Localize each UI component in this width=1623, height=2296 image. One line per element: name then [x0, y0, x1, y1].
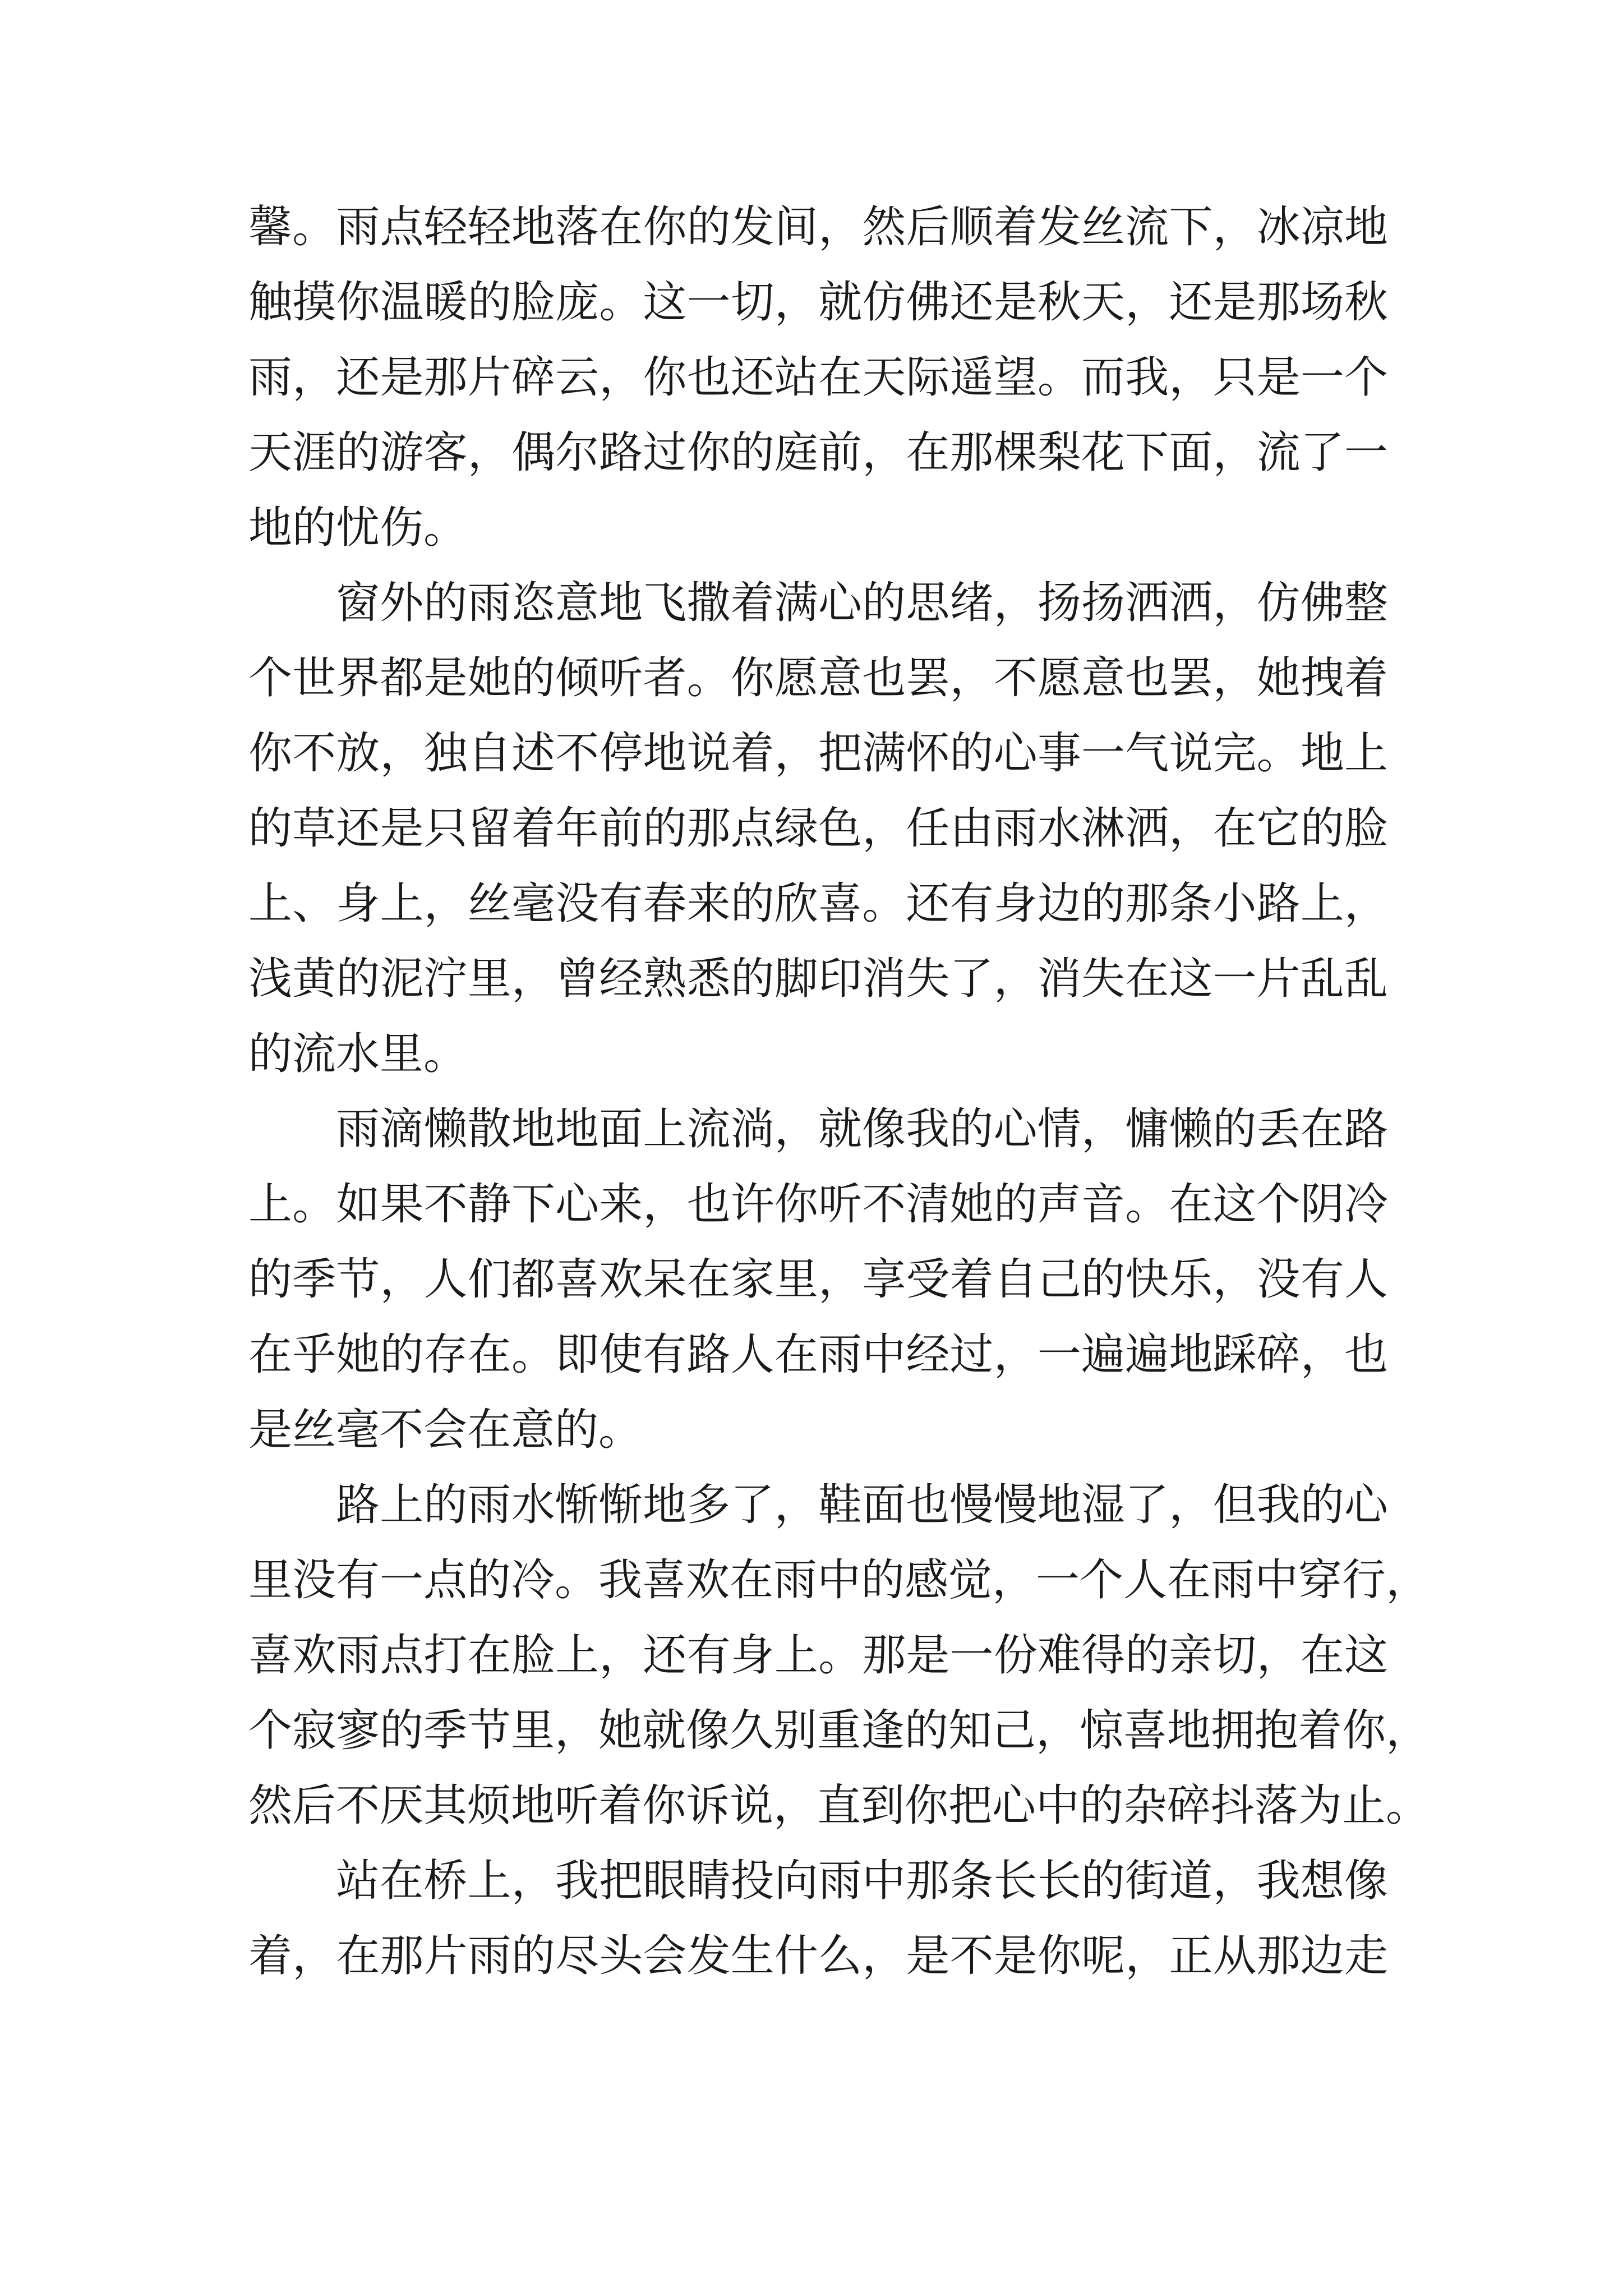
- text-line: 个寂寥的季节里，她就像久别重逢的知己，惊喜地拥抱着你，: [248, 1705, 1430, 1756]
- text-line: 你不放，独自述不停地说着，把满怀的心事一气说完。地上: [248, 728, 1388, 779]
- text-line: 雨，还是那片碎云，你也还站在天际遥望。而我，只是一个: [248, 352, 1388, 403]
- text-line: 路上的雨水惭惭地多了，鞋面也慢慢地湿了，但我的心: [336, 1480, 1388, 1530]
- text-line: 触摸你温暖的脸庞。这一切，就仿佛还是秋天，还是那场秋: [248, 277, 1388, 328]
- text-line: 上。如果不静下心来，也许你听不清她的声音。在这个阴冷: [248, 1179, 1388, 1230]
- text-line: 馨。雨点轻轻地落在你的发间，然后顺着发丝流下，冰凉地: [248, 202, 1388, 252]
- text-line: 的草还是只留着年前的那点绿色，任由雨水淋洒，在它的脸: [248, 803, 1388, 854]
- text-line: 在乎她的存在。即使有路人在雨中经过，一遍遍地踩碎，也: [248, 1329, 1388, 1380]
- text-line: 窗外的雨恣意地飞撒着满心的思绪，扬扬洒洒，仿佛整: [336, 578, 1388, 628]
- text-line: 着，在那片雨的尽头会发生什么，是不是你呢，正从那边走: [248, 1931, 1388, 1981]
- text-line: 然后不厌其烦地听着你诉说，直到你把心中的杂碎抖落为止。: [248, 1780, 1430, 1831]
- text-line: 喜欢雨点打在脸上，还有身上。那是一份难得的亲切，在这: [248, 1630, 1388, 1681]
- text-line: 雨滴懒散地地面上流淌，就像我的心情，慵懒的丢在路: [336, 1104, 1388, 1154]
- text-line: 的流水里。: [248, 1029, 468, 1079]
- text-line: 个世界都是她的倾听者。你愿意也罢，不愿意也罢，她拽着: [248, 653, 1388, 703]
- text-line: 的季节，人们都喜欢呆在家里，享受着自己的快乐，没有人: [248, 1254, 1388, 1305]
- text-line: 里没有一点的冷。我喜欢在雨中的感觉，一个人在雨中穿行，: [248, 1555, 1430, 1605]
- body-text: [248, 190, 1430, 1994]
- text-line: 浅黄的泥泞里，曾经熟悉的脚印消失了，消失在这一片乱乱: [248, 954, 1388, 1004]
- text-line: 天涯的游客，偶尔路过你的庭前，在那棵梨花下面，流了一: [248, 427, 1388, 478]
- text-line: 是丝毫不会在意的。: [248, 1405, 643, 1455]
- text-line: 上、身上，丝毫没有春来的欣喜。还有身边的那条小路上，: [248, 878, 1388, 929]
- text-line: 站在桥上，我把眼睛投向雨中那条长长的街道，我想像: [336, 1856, 1388, 1906]
- text-line: 地的忧伤。: [248, 503, 468, 553]
